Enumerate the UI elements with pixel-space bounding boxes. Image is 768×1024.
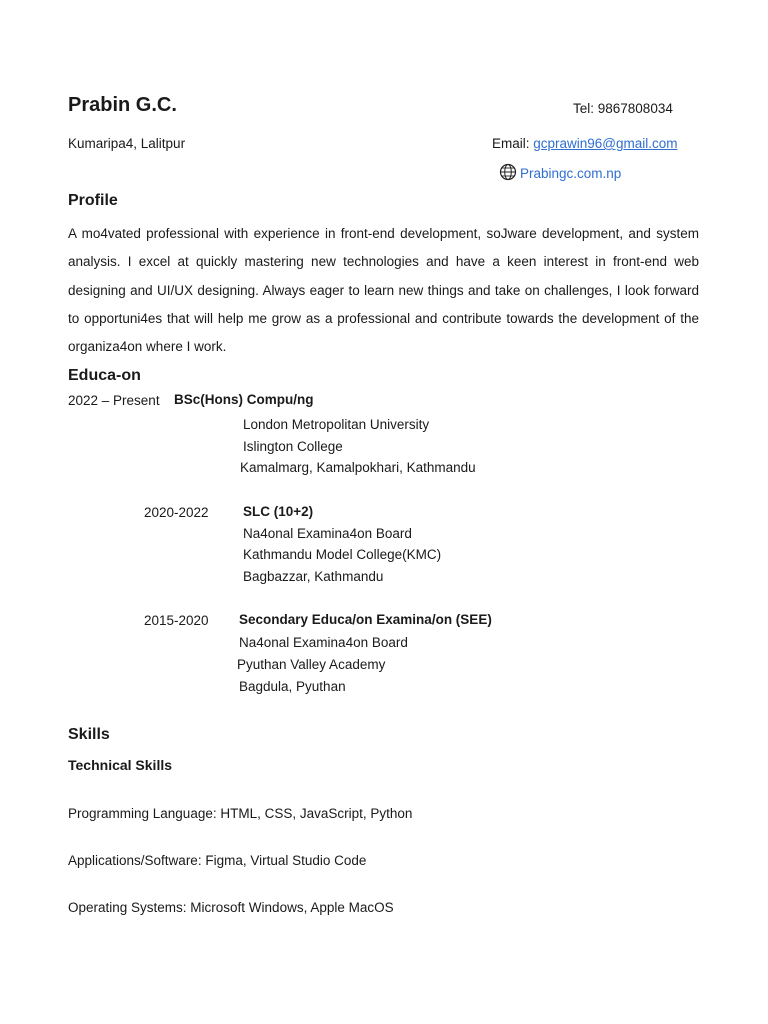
education-institution-line: Kathmandu Model College(KMC) — [243, 547, 442, 562]
globe-icon — [499, 163, 517, 181]
education-institution-line: Na4onal Examina4on Board — [243, 526, 412, 541]
education-institution-line: London Metropolitan University — [243, 417, 430, 432]
email-label: Email: — [492, 136, 534, 151]
profile-heading: Profile — [68, 192, 118, 209]
education-institution-line: Kamalmarg, Kamalpokhari, Kathmandu — [240, 460, 476, 475]
email-line — [492, 136, 678, 151]
education-heading: Educa-on — [68, 367, 141, 384]
education-degree: BSc(Hons) Compu/ng — [174, 392, 314, 407]
email-link[interactable]: gcprawin96@gmail.com — [533, 136, 678, 151]
website-line — [499, 163, 621, 181]
skill-item: Programming Language: HTML, CSS, JavaScript, Python — [68, 806, 413, 821]
education-years: 2022 – Present — [68, 393, 160, 408]
candidate-name: Prabin G.C. — [68, 94, 177, 116]
education-institution-line: Bagdula, Pyuthan — [239, 679, 346, 694]
education-years: 2020-2022 — [144, 505, 209, 520]
website-link[interactable]: Prabingc.com.np — [520, 166, 622, 181]
education-institution-line: Bagbazzar, Kathmandu — [243, 569, 384, 584]
education-institution-line: Pyuthan Valley Academy — [237, 657, 386, 672]
skill-item: Operating Systems: Microsoft Windows, Apple MacOS — [68, 900, 394, 915]
skill-item: Applications/Software: Figma, Virtual Studio Code — [68, 853, 367, 868]
education-degree: Secondary Educa/on Examina/on (SEE) — [239, 612, 492, 627]
education-degree: SLC (10+2) — [243, 504, 314, 519]
education-institution-line: Na4onal Examina4on Board — [239, 635, 408, 650]
education-years: 2015-2020 — [144, 613, 209, 628]
skills-heading: Skills — [68, 726, 110, 743]
telephone: Tel: 9867808034 — [573, 101, 673, 116]
address: Kumaripa4, Lalitpur — [68, 136, 186, 151]
profile-summary: A mo4vated professional with experience in front-end development, soJware development, and system analysis. I excel at quickly mastering new technologies and have a keen interest in front-end web designing and UI/UX designing. Always eager to learn new things and take on challenges, I look forward to opportuni4es that will help me grow as a professional and contribute towards the development of the organiza4on where I work. — [68, 226, 699, 355]
education-institution-line: Islington College — [243, 439, 343, 454]
technical-skills-heading: Technical Skills — [68, 757, 173, 773]
